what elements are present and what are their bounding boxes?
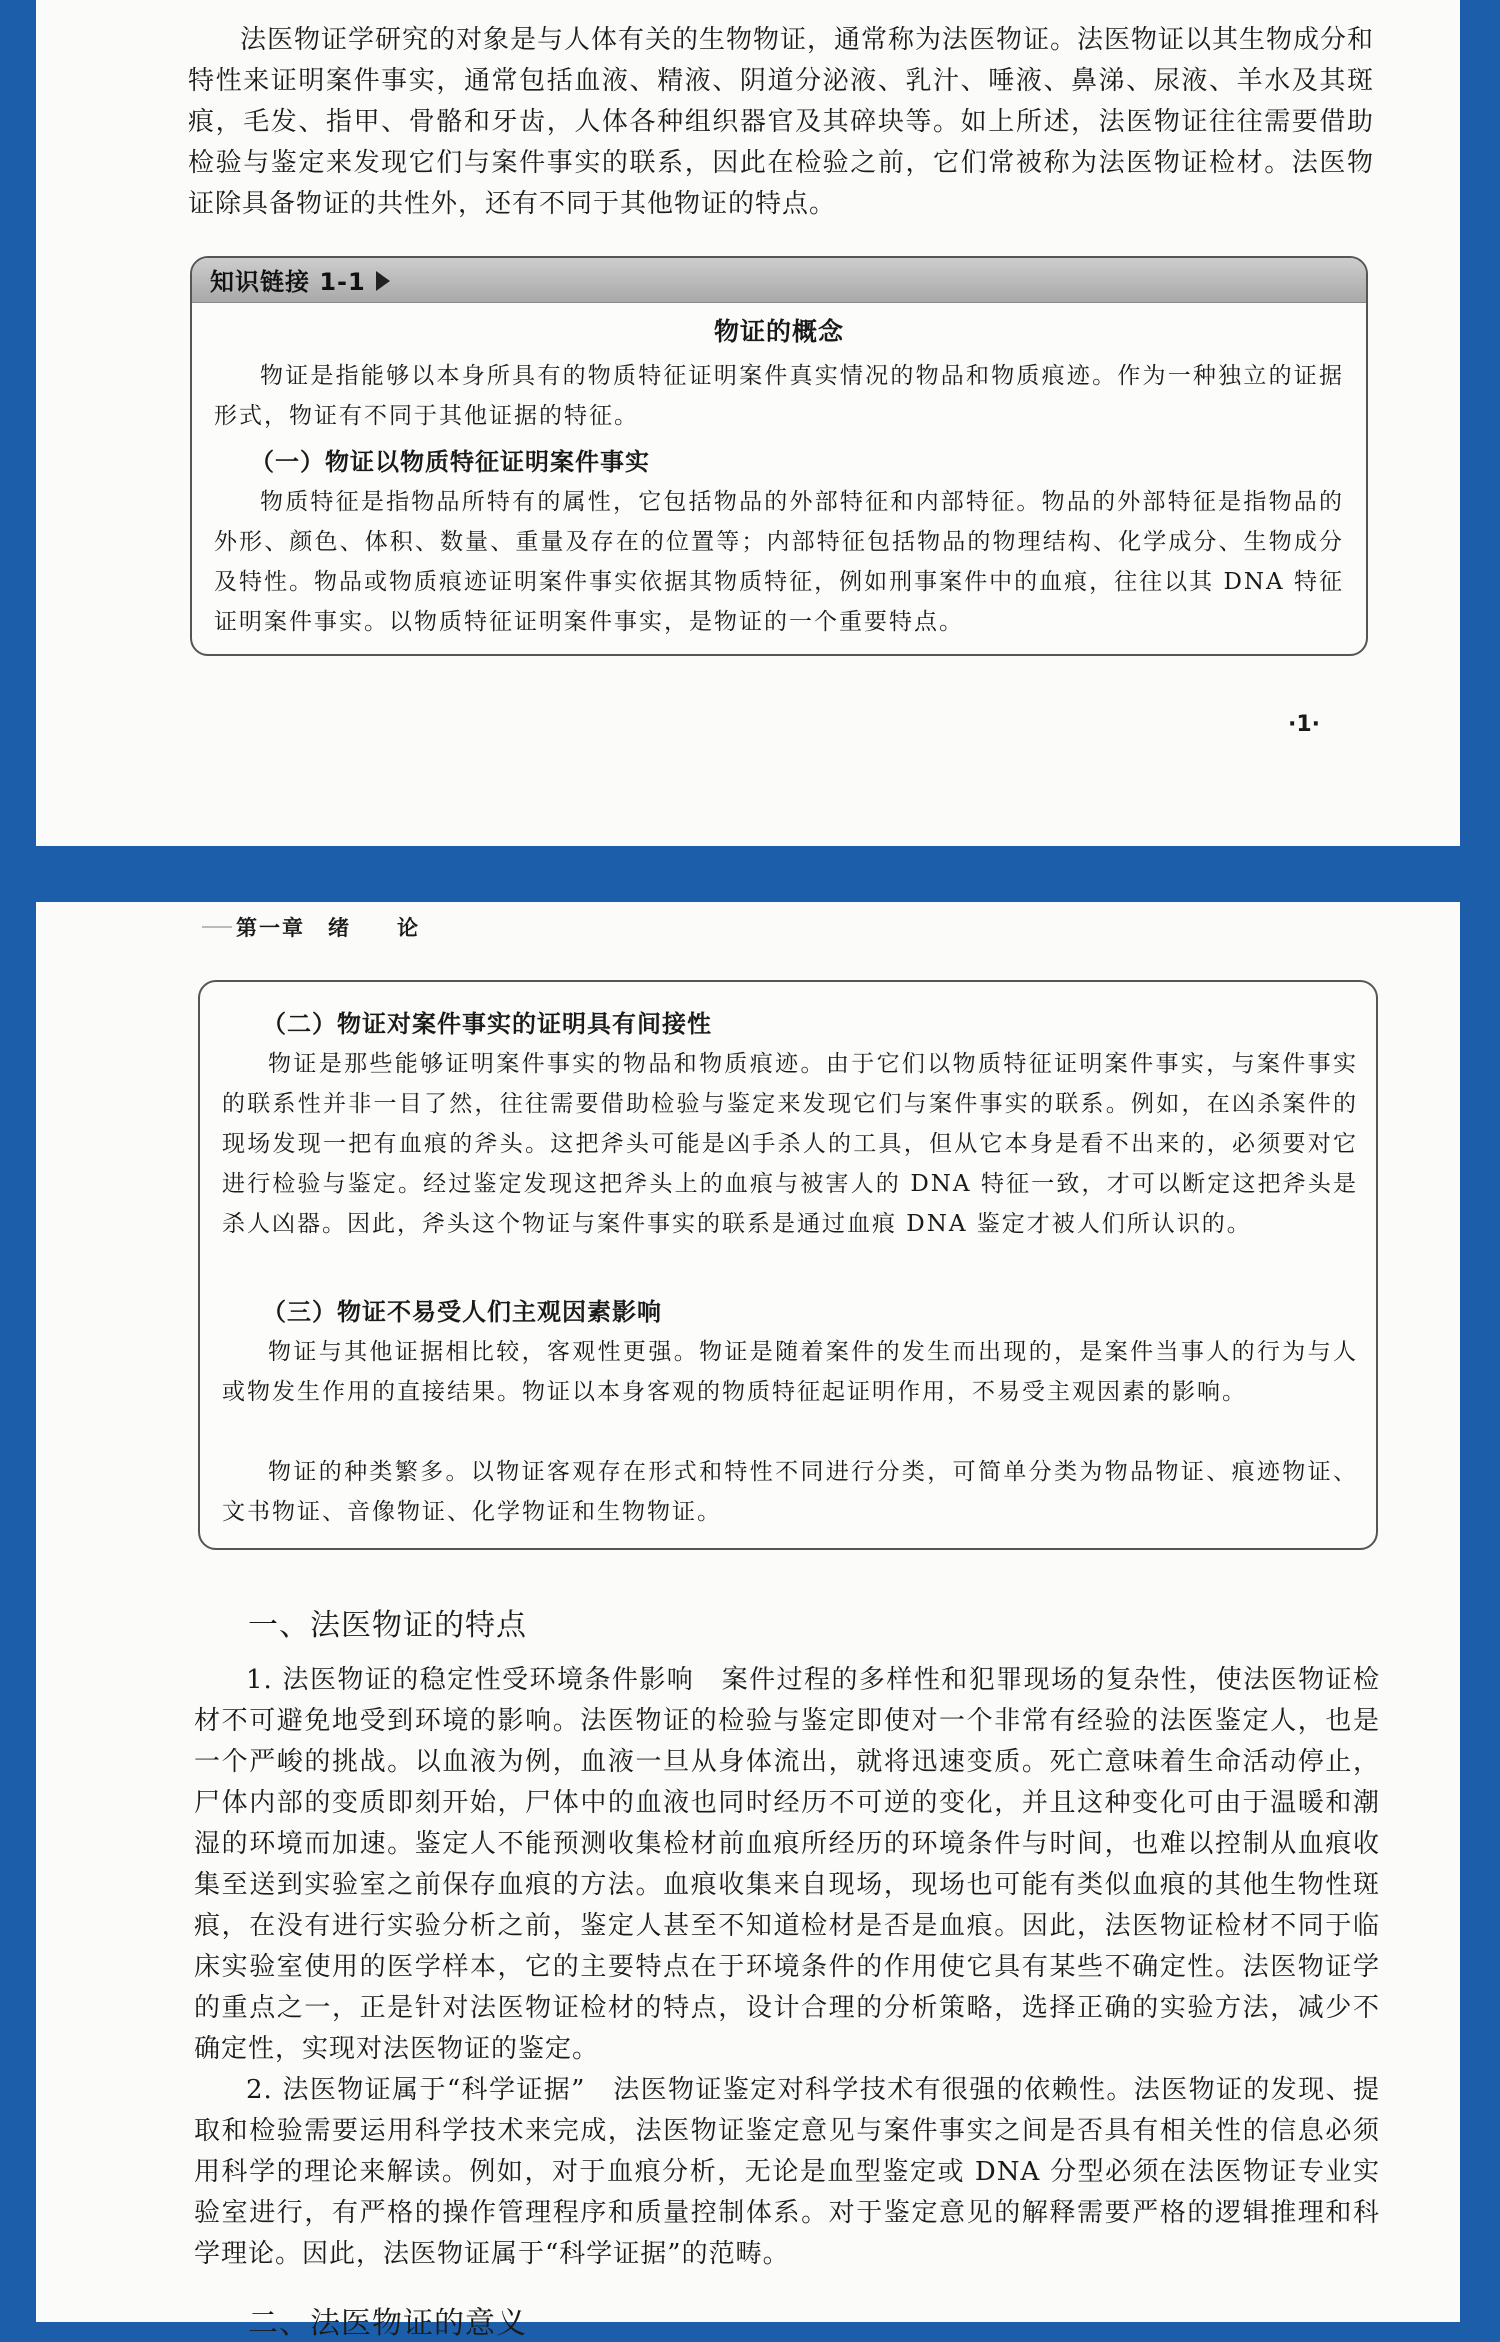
- knowledge-paragraph: 物质特征是指物品所特有的属性，它包括物品的外部特征和内部特征。物品的外部特征是指物品的外形、颜色、体积、数量、重量及存在的位置等；内部特征包括物品的物理结构、化学成分、生物成分及特性。物品或物质痕迹证明案件事实依据其物质特征，例如刑事案件中的血痕，往往以其 DNA 特征证明案件事实。以物质特征证明案件事实，是物证的一个重要特点。: [214, 489, 1344, 635]
- triangle-right-icon: [376, 271, 390, 291]
- page-number: ·1·: [1287, 712, 1320, 737]
- knowledge-subheading: （三）物证不易受人们主观因素影响: [262, 1298, 662, 1326]
- knowledge-paragraph: 物证是那些能够证明案件事实的物品和物质痕迹。由于它们以物质特征证明案件事实，与案件事实的联系性并非一目了然，往往需要借助检验与鉴定来发现它们与案件事实的联系。例如，在凶杀案件的现场发现一把有血痕的斧头。这把斧头可能是凶手杀人的工具，但从它本身是看不出来的，必须要对它进行检验与鉴定。经过鉴定发现这把斧头上的血痕与被害人的 DNA 特征一致，才可以断定这把斧头是杀人凶器。因此，斧头这个物证与案件事实的联系是通过血痕 DNA 鉴定才被人们所认识的。: [222, 1051, 1358, 1237]
- section-heading: 一、法医物证的特点: [248, 1608, 527, 1643]
- knowledge-link-box-continued: [198, 980, 1378, 1550]
- knowledge-link-label: 知识链接 1-1: [210, 262, 390, 297]
- section-heading: 二、法医物证的意义: [248, 2306, 527, 2341]
- knowledge-link-title: 物证的概念: [713, 317, 844, 346]
- knowledge-link-header: [192, 258, 1366, 303]
- body-paragraph: 2. 法医物证属于“科学证据” 法医物证鉴定对科学技术有很强的依赖性。法医物证的发现、提取和检验需要运用科学技术来完成，法医物证鉴定意见与案件事实之间是否具有相关性的信息必须用科学的理论来解读。例如，对于血痕分析，无论是血型鉴定或 DNA 分型必须在法医物证专业实验室进行，有严格的操作管理程序和质量控制体系。对于鉴定意见的解释需要严格的逻辑推理和科学理论。因此，法医物证属于“科学证据”的范畴。: [194, 2075, 1380, 2269]
- intro-paragraph: 法医物证学研究的对象是与人体有关的生物物证，通常称为法医物证。法医物证以其生物成分和特性来证明案件事实，通常包括血液、精液、阴道分泌液、乳汁、唾液、鼻涕、尿液、羊水及其斑痕，毛发、指甲、骨骼和牙齿，人体各种组织器官及其碎块等。如上所述，法医物证往往需要借助检验与鉴定来发现它们与案件事实的联系，因此在检验之前，它们常被称为法医物证检材。法医物证除具备物证的共性外，还有不同于其他物证的特点。: [188, 25, 1375, 219]
- knowledge-subheading: （二）物证对案件事实的证明具有间接性: [262, 1010, 712, 1038]
- knowledge-link-box: [190, 256, 1368, 656]
- knowledge-paragraph: 物证与其他证据相比较，客观性更强。物证是随着案件的发生而出现的，是案件当事人的行为与人或物发生作用的直接结果。物证以本身客观的物质特征起证明作用，不易受主观因素的影响。: [222, 1339, 1358, 1405]
- running-head-rule: [202, 926, 232, 928]
- book-page-top: [36, 0, 1460, 846]
- book-page-bottom: [36, 902, 1460, 2341]
- running-head: 第一章 绪 论: [236, 916, 420, 940]
- knowledge-paragraph: 物证是指能够以本身所具有的物质特征证明案件真实情况的物品和物质痕迹。作为一种独立的证据形式，物证有不同于其他证据的特征。: [214, 363, 1344, 429]
- knowledge-paragraph: 物证的种类繁多。以物证客观存在形式和特性不同进行分类，可简单分类为物品物证、痕迹物证、文书物证、音像物证、化学物证和生物物证。: [222, 1459, 1358, 1525]
- body-paragraph: 1. 法医物证的稳定性受环境条件影响 案件过程的多样性和犯罪现场的复杂性，使法医物证检材不可避免地受到环境的影响。法医物证的检验与鉴定即使对一个非常有经验的法医鉴定人，也是一个严峻的挑战。以血液为例，血液一旦从身体流出，就将迅速变质。死亡意味着生命活动停止，尸体内部的变质即刻开始，尸体中的血液也同时经历不可逆的变化，并且这种变化可由于温暖和潮湿的环境而加速。鉴定人不能预测收集检材前血痕所经历的环境条件与时间，也难以控制从血痕收集至送到实验室之前保存血痕的方法。血痕收集来自现场，现场也可能有类似血痕的其他生物性斑痕，在没有进行实验分析之前，鉴定人甚至不知道检材是否是血痕。因此，法医物证检材不同于临床实验室使用的医学样本，它的主要特点在于环境条件的作用使它具有某些不确定性。法医物证学的重点之一，正是针对法医物证检材的特点，设计合理的分析策略，选择正确的实验方法，减少不确定性，实现对法医物证的鉴定。: [194, 1665, 1380, 2064]
- knowledge-subheading: （一）物证以物质特征证明案件事实: [250, 448, 650, 476]
